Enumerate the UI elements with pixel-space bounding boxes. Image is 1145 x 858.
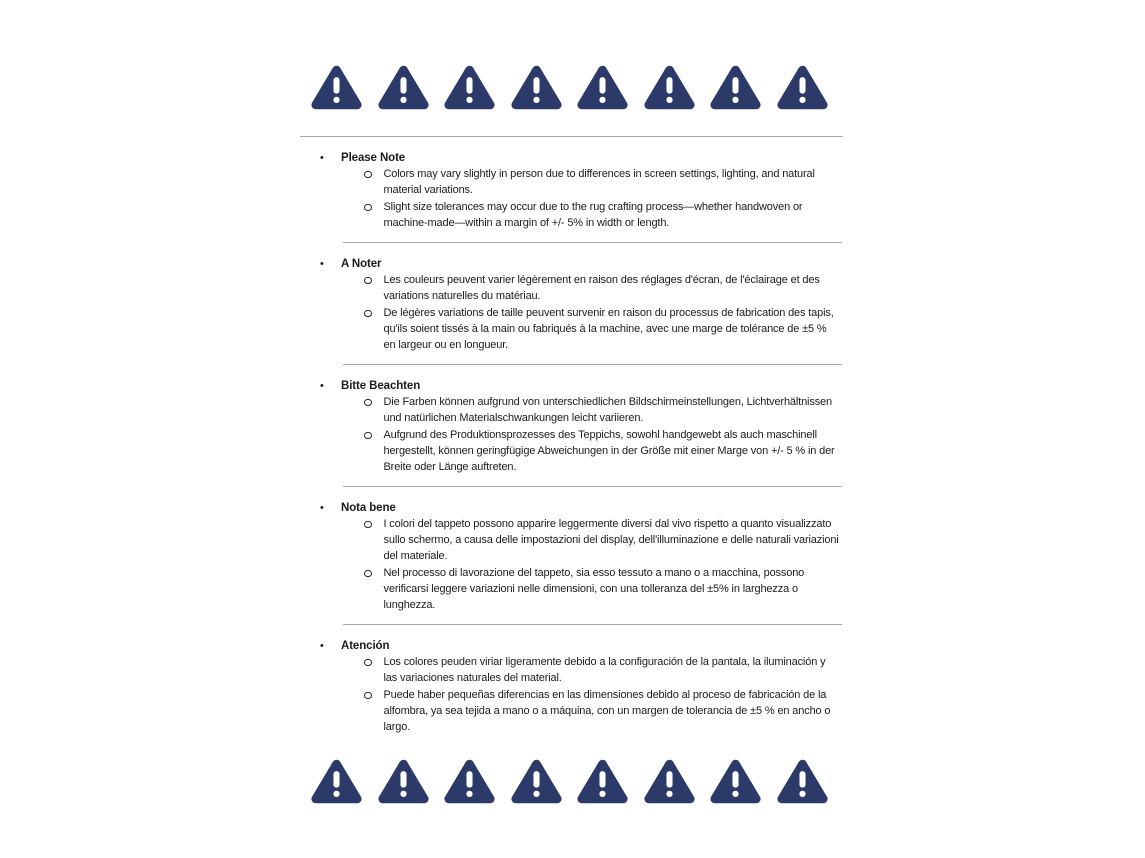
warning-triangle-icon (643, 62, 696, 112)
warning-triangle-icon (709, 756, 762, 806)
circle-bullet-icon (364, 570, 372, 578)
bullet-icon: • (320, 502, 324, 514)
note-text: Puede haber pequeñas diferencias en las dimensiones debido al proceso de fabricación de la alfombra, ya sea tejida a mano o a máquina, con un margen de tolerancia de ±5 % en ancho o largo. (383, 689, 831, 733)
warning-triangle-icon (643, 756, 696, 806)
note-text: De légères variations de taille peuvent survenir en raison du processus de fabrication des tapis, qu'ils soient tissés à la main ou fabriqués à la machine, avec une marge de tolérance de ±5 % en largeur ou en longueur. (383, 307, 834, 351)
bullet-icon: • (320, 380, 324, 392)
warning-triangle-icon (576, 756, 629, 806)
warning-triangle-icon (709, 62, 762, 112)
warning-triangle-icon (576, 62, 629, 112)
warning-triangle-icon (310, 62, 363, 112)
warning-triangle-icon (377, 756, 430, 806)
note-section-it (300, 500, 845, 625)
warning-triangle-icon (776, 62, 829, 112)
document-page (300, 0, 845, 806)
top-divider (300, 136, 843, 137)
circle-bullet-icon (364, 399, 372, 407)
circle-bullet-icon (364, 432, 372, 440)
note-text: Colors may vary slightly in person due to differences in screen settings, lighting, and natural material variations. (383, 168, 815, 196)
bullet-icon: • (320, 152, 324, 164)
warning-triangle-icon (510, 62, 563, 112)
list-item (364, 687, 845, 736)
note-section-en (300, 150, 845, 243)
note-text: Les couleurs peuvent varier légèrement en raison des réglages d'écran, de l'éclairage et des variations naturelles du matériau. (383, 274, 820, 302)
section-divider (343, 242, 842, 243)
note-text: Los colores peuden viriar ligeramente debido a la configuración de la pantala, la iluminación y las variaciones naturales del material. (383, 656, 826, 684)
note-text: I colori del tappeto possono apparire leggermente diversi dal vivo rispetto a quanto visualizzato sullo schermo, a causa delle impostazioni del display, dell'illuminazione e delle naturali variazioni del materiale. (383, 518, 839, 562)
section-heading-fr: A Noter (341, 258, 382, 270)
list-item (364, 272, 845, 305)
note-text: Nel processo di lavorazione del tappeto, sia esso tessuto a mano o a macchina, possono verificarsi leggere variazioni nelle dimensioni, con una tolleranza del ±5% in larghezza o lunghezza. (383, 567, 805, 611)
section-heading-es: Atención (341, 640, 390, 652)
circle-bullet-icon (364, 659, 372, 667)
circle-bullet-icon (364, 204, 372, 212)
list-item (364, 565, 845, 614)
warning-triangle-icon (443, 756, 496, 806)
circle-bullet-icon (364, 310, 372, 318)
section-heading-en: Please Note (341, 152, 406, 164)
note-text: Die Farben können aufgrund von unterschiedlichen Bildschirmeinstellungen, Lichtverhältnissen und natürlichen Materialschwankungen leicht variieren. (383, 396, 832, 424)
list-item (364, 199, 845, 232)
list-item (364, 654, 845, 687)
note-section-es (300, 638, 845, 736)
warning-triangle-icon (776, 756, 829, 806)
note-section-fr (300, 256, 845, 365)
warning-icons-row-top (310, 62, 829, 112)
circle-bullet-icon (364, 521, 372, 529)
list-item (364, 305, 845, 354)
note-section-de (300, 378, 845, 487)
section-divider (343, 486, 842, 487)
warning-triangle-icon (510, 756, 563, 806)
list-item (364, 166, 845, 199)
warning-triangle-icon (310, 756, 363, 806)
circle-bullet-icon (364, 171, 372, 179)
circle-bullet-icon (364, 277, 372, 285)
section-heading-it: Nota bene (341, 502, 396, 514)
section-divider (343, 624, 842, 625)
warning-triangle-icon (443, 62, 496, 112)
list-item (364, 394, 845, 427)
section-divider (343, 364, 842, 365)
note-text: Aufgrund des Produktionsprozesses des Teppichs, sowohl handgewebt als auch maschinell hergestellt, können geringfügige Abweichungen in der Größe mit einer Marge von +/- 5 % in der Breite oder Länge auftreten. (383, 429, 835, 473)
list-item (364, 427, 845, 476)
section-heading-de: Bitte Beachten (341, 380, 421, 392)
warning-icons-row-bottom (310, 756, 829, 806)
bullet-icon: • (320, 258, 324, 270)
bullet-icon: • (320, 640, 324, 652)
list-item (364, 516, 845, 565)
circle-bullet-icon (364, 692, 372, 700)
note-text: Slight size tolerances may occur due to the rug crafting process—whether handwoven or machine-made—within a margin of +/- 5% in width or length. (383, 201, 803, 229)
warning-triangle-icon (377, 62, 430, 112)
